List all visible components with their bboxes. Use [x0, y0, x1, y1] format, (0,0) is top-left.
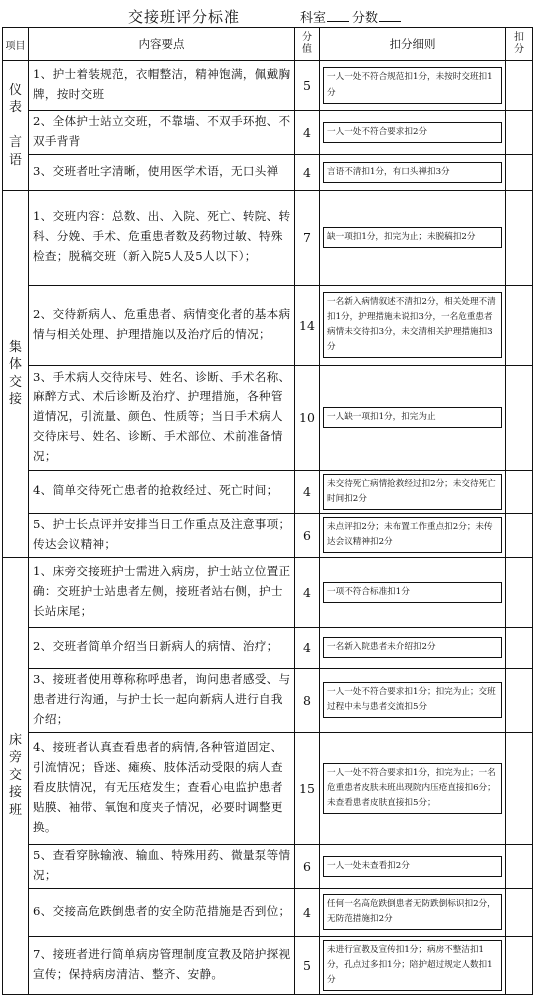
table-row [3, 888, 533, 936]
content-cell: 1、护士着装规范，衣帽整洁，精神饱满，佩戴胸牌，按时交班 [29, 61, 295, 111]
deduct-cell[interactable] [506, 190, 533, 285]
content-cell: 3、交班者吐字清晰，使用医学术语，无口头禅 [29, 154, 295, 190]
deduction-rule: 一人一处未查看扣2分 [323, 856, 502, 877]
table-row [3, 627, 533, 668]
category-appearance-speech [3, 61, 29, 191]
detail-cell [320, 844, 506, 888]
deduct-cell[interactable] [506, 627, 533, 668]
category-char: 表 [8, 100, 22, 116]
table-row [3, 668, 533, 732]
score-cell: 6 [295, 513, 320, 557]
category-char: 床 [8, 732, 22, 748]
deduct-cell[interactable] [506, 668, 533, 732]
category-char [3, 117, 28, 135]
table-row [3, 470, 533, 513]
category-group-handover [3, 190, 29, 557]
scoring-table [2, 27, 533, 995]
content-cell: 3、接班者使用尊称称呼患者，询问患者感受、与患者进行沟通，与护士长一起向新病人进行自我介绍； [29, 668, 295, 732]
table-header-row [3, 28, 533, 61]
detail-cell [320, 111, 506, 155]
header-content: 内容要点 [29, 28, 295, 61]
detail-cell [320, 513, 506, 557]
category-bedside-handover [3, 557, 29, 994]
header-score-text: 分值 [302, 32, 312, 55]
content-cell: 5、查看穿脉输液、输血、特殊用药、微量泵等情况； [29, 844, 295, 888]
table-row [3, 190, 533, 285]
score-cell: 7 [295, 190, 320, 285]
category-char: 班 [8, 803, 22, 819]
content-cell: 1、交班内容：总数、出、入院、死亡、转院、转科、分娩、手术、危重患者数及药物过敏、特殊检查；脱稿交班（新入院5人及5人以下）； [29, 190, 295, 285]
category-char: 言 [8, 135, 22, 151]
content-cell: 5、护士长点评并安排当日工作重点及注意事项；传达会议精神； [29, 513, 295, 557]
deduct-cell[interactable] [506, 61, 533, 111]
header-item: 项目 [3, 28, 29, 61]
category-char: 语 [8, 152, 22, 168]
header-deduct [506, 28, 533, 61]
deduction-rule: 言语不清扣1分，有口头禅扣3分 [323, 162, 502, 183]
score-cell: 15 [295, 732, 320, 844]
score-cell: 4 [295, 627, 320, 668]
table-row [3, 285, 533, 365]
category-char: 交 [8, 767, 22, 783]
table-row [3, 61, 533, 111]
score-cell: 10 [295, 365, 320, 470]
score-cell: 4 [295, 470, 320, 513]
detail-cell [320, 61, 506, 111]
detail-cell [320, 732, 506, 844]
table-row [3, 732, 533, 844]
deduction-rule: 缺一项扣1分，扣完为止；未脱稿扣2分 [323, 227, 502, 248]
deduction-rule: 一项不符合标准扣1分 [323, 582, 502, 603]
deduct-cell[interactable] [506, 557, 533, 627]
score-cell: 14 [295, 285, 320, 365]
score-label: 分数 [352, 11, 379, 26]
content-cell: 2、交待新病人、危重患者、病情变化者的基本病情与相关处理、护理措施以及治疗后的情况； [29, 285, 295, 365]
page-header [0, 0, 534, 28]
score-cell: 8 [295, 668, 320, 732]
table-row [3, 557, 533, 627]
category-char: 体 [8, 357, 22, 373]
detail-cell [320, 470, 506, 513]
content-cell: 3、手术病人交待床号、姓名、诊断、手术名称、麻醉方式、术后诊断及治疗、护理措施，各种管道情况，引流量、颜色、性质等；当日手术病人交待床号、姓名、诊断、手术部位、术前准备情况； [29, 365, 295, 470]
header-detail: 扣分细则 [320, 28, 506, 61]
header-score [295, 28, 320, 61]
table-row [3, 936, 533, 994]
detail-cell [320, 365, 506, 470]
form-meta [300, 7, 404, 26]
detail-cell [320, 557, 506, 627]
table-row [3, 365, 533, 470]
score-cell: 6 [295, 844, 320, 888]
content-cell: 4、接班者认真查看患者的病情,各种管道固定、引流情况；昏迷、瘫痪、肢体活动受限的病人查看皮肤情况，有无压疮发生；查看心电监护患者贴膜、袖带、氧饱和度夹子情况，必要时调整更换。 [29, 732, 295, 844]
dept-label: 科室 [300, 11, 327, 26]
detail-cell [320, 668, 506, 732]
table-row [3, 513, 533, 557]
deduction-rule: 一人一处不符合规范扣1分，未按时交班扣1分 [323, 67, 502, 103]
category-char: 集 [8, 339, 22, 355]
detail-cell [320, 627, 506, 668]
detail-cell [320, 285, 506, 365]
detail-cell [320, 190, 506, 285]
deduction-rule: 一人一处不符合要求扣1分，扣完为止；一名危重患者皮肤未班出现院内压疮直接扣6分；未查看患者皮肤直接扣5分； [323, 763, 502, 814]
deduct-cell[interactable] [506, 888, 533, 936]
deduction-rule: 未点评扣2分；未布置工作重点扣2分；未传达会议精神扣2分 [323, 517, 502, 553]
deduction-rule: 一人一处不符合要求扣2分 [323, 122, 502, 143]
content-cell: 1、床旁交接班护士需进入病房，护士站立位置正确：交班护士站患者左侧，接班者站右侧，护士长站床尾； [29, 557, 295, 627]
deduction-rule: 任何一名高危跌倒患者无防跌倒标识扣2分，无防范措施扣2分 [323, 894, 502, 930]
detail-cell [320, 154, 506, 190]
deduct-cell[interactable] [506, 470, 533, 513]
content-cell: 7、接班者进行简单病房管理制度宣教及陪护探视宣传；保持病房清洁、整齐、安静。 [29, 936, 295, 994]
score-blank [379, 9, 401, 22]
deduction-rule: 未交待死亡病情抢救经过扣2分；未交待死亡时间扣2分 [323, 474, 502, 510]
category-char: 接 [8, 392, 22, 408]
detail-cell [320, 936, 506, 994]
deduction-rule: 一名新入病情叙述不清扣2分，相关处理不清扣1分，护理措施未说扣3分，一名危重患者病情未交待扣3分，未交清相关护理措施扣3分 [323, 292, 502, 358]
deduction-rule: 未进行宣教及宣传扣1分；病房不整洁扣1分，孔点过多扣1分；陪护超过规定人数扣1分 [323, 940, 502, 991]
deduct-cell[interactable] [506, 365, 533, 470]
page-title: 交接班评分标准 [128, 8, 241, 26]
score-cell: 4 [295, 111, 320, 155]
category-char: 旁 [8, 750, 22, 766]
deduct-cell[interactable] [506, 936, 533, 994]
deduct-cell[interactable] [506, 844, 533, 888]
header-deduct-text: 扣分 [514, 32, 524, 55]
content-cell: 4、简单交待死亡患者的抢救经过、死亡时间； [29, 470, 295, 513]
score-cell: 4 [295, 154, 320, 190]
dept-blank [327, 9, 349, 22]
deduct-cell[interactable] [506, 513, 533, 557]
deduct-cell[interactable] [506, 154, 533, 190]
score-cell: 5 [295, 61, 320, 111]
score-cell: 4 [295, 557, 320, 627]
category-char: 交 [8, 374, 22, 390]
deduction-rule: 一人缺一项扣1分，扣完为止 [323, 407, 502, 428]
score-cell: 5 [295, 936, 320, 994]
detail-cell [320, 888, 506, 936]
content-cell: 2、全体护士站立交班，不靠墙、不双手环抱、不双手背背 [29, 111, 295, 155]
content-cell: 2、交班者简单介绍当日新病人的病情、治疗； [29, 627, 295, 668]
category-char: 接 [8, 785, 22, 801]
table-row [3, 111, 533, 155]
deduction-rule: 一人一处不符合要求扣1分；扣完为止；交班过程中未与患者交流扣5分 [323, 682, 502, 718]
category-char: 仪 [8, 82, 22, 98]
table-row [3, 154, 533, 190]
score-cell: 4 [295, 888, 320, 936]
deduct-cell[interactable] [506, 111, 533, 155]
deduction-rule: 一名新入院患者未介绍扣2分 [323, 637, 502, 658]
content-cell: 6、交接高危跌倒患者的安全防范措施是否到位； [29, 888, 295, 936]
deduct-cell[interactable] [506, 732, 533, 844]
table-row [3, 844, 533, 888]
deduct-cell[interactable] [506, 285, 533, 365]
